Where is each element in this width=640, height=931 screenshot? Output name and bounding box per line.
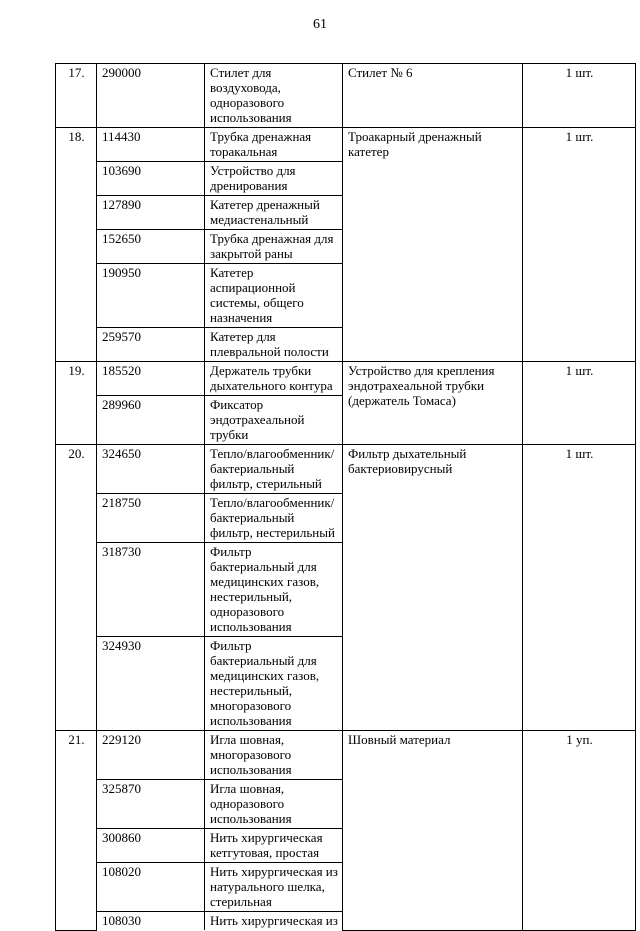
item-name: Игла шовная, многоразового использования	[205, 731, 343, 780]
item-code: 229120	[97, 731, 205, 780]
standard-name: Устройство для крепления эндотрахеальной трубки (держатель Томаса)	[343, 362, 523, 445]
item-name: Фиксатор эндотрахеальной трубки	[205, 396, 343, 445]
item-name: Фильтр бактериальный для медицинских газов, нестерильный, одноразового использования	[205, 543, 343, 637]
item-code: 324650	[97, 445, 205, 494]
quantity: 1 шт.	[523, 362, 636, 445]
item-code: 290000	[97, 64, 205, 128]
group-number: 17.	[56, 64, 97, 128]
item-name: Стилет для воздуховода, одноразового использования	[205, 64, 343, 128]
group-number: 18.	[56, 128, 97, 362]
group-number: 19.	[56, 362, 97, 445]
item-name: Катетер для плевральной полости	[205, 328, 343, 362]
item-name: Катетер аспирационной системы, общего назначения	[205, 264, 343, 328]
item-name: Нить хирургическая из	[205, 912, 343, 931]
standard-name: Шовный материал	[343, 731, 523, 931]
quantity: 1 шт.	[523, 128, 636, 362]
quantity: 1 шт.	[523, 445, 636, 731]
quantity: 1 уп.	[523, 731, 636, 931]
item-name: Трубка дренажная для закрытой раны	[205, 230, 343, 264]
group-number: 21.	[56, 731, 97, 931]
item-code: 190950	[97, 264, 205, 328]
item-name: Нить хирургическая кетгутовая, простая	[205, 829, 343, 863]
item-code: 218750	[97, 494, 205, 543]
item-code: 152650	[97, 230, 205, 264]
item-code: 325870	[97, 780, 205, 829]
item-code: 103690	[97, 162, 205, 196]
standard-name: Фильтр дыхательный бактериовирусный	[343, 445, 523, 731]
item-name: Устройство для дренирования	[205, 162, 343, 196]
item-name: Игла шовная, одноразового использования	[205, 780, 343, 829]
item-name: Держатель трубки дыхательного контура	[205, 362, 343, 396]
item-name: Тепло/влагообменник/ бактериальный фильтр, нестерильный	[205, 494, 343, 543]
item-code: 324930	[97, 637, 205, 731]
item-code: 259570	[97, 328, 205, 362]
item-code: 108020	[97, 863, 205, 912]
item-name: Фильтр бактериальный для медицинских газов, нестерильный, многоразового использования	[205, 637, 343, 731]
quantity: 1 шт.	[523, 64, 636, 128]
item-name: Катетер дренажный медиастенальный	[205, 196, 343, 230]
item-code: 318730	[97, 543, 205, 637]
item-code: 289960	[97, 396, 205, 445]
group-number: 20.	[56, 445, 97, 731]
standard-name: Троакарный дренажный катетер	[343, 128, 523, 362]
item-code: 185520	[97, 362, 205, 396]
item-name: Нить хирургическая из натурального шелка, стерильная	[205, 863, 343, 912]
item-code: 108030	[97, 912, 205, 931]
item-name: Трубка дренажная торакальная	[205, 128, 343, 162]
item-name: Тепло/влагообменник/ бактериальный фильтр, стерильный	[205, 445, 343, 494]
standard-name: Стилет № 6	[343, 64, 523, 128]
equipment-table	[55, 63, 636, 931]
item-code: 114430	[97, 128, 205, 162]
item-code: 127890	[97, 196, 205, 230]
page-number: 61	[313, 17, 327, 32]
item-code: 300860	[97, 829, 205, 863]
